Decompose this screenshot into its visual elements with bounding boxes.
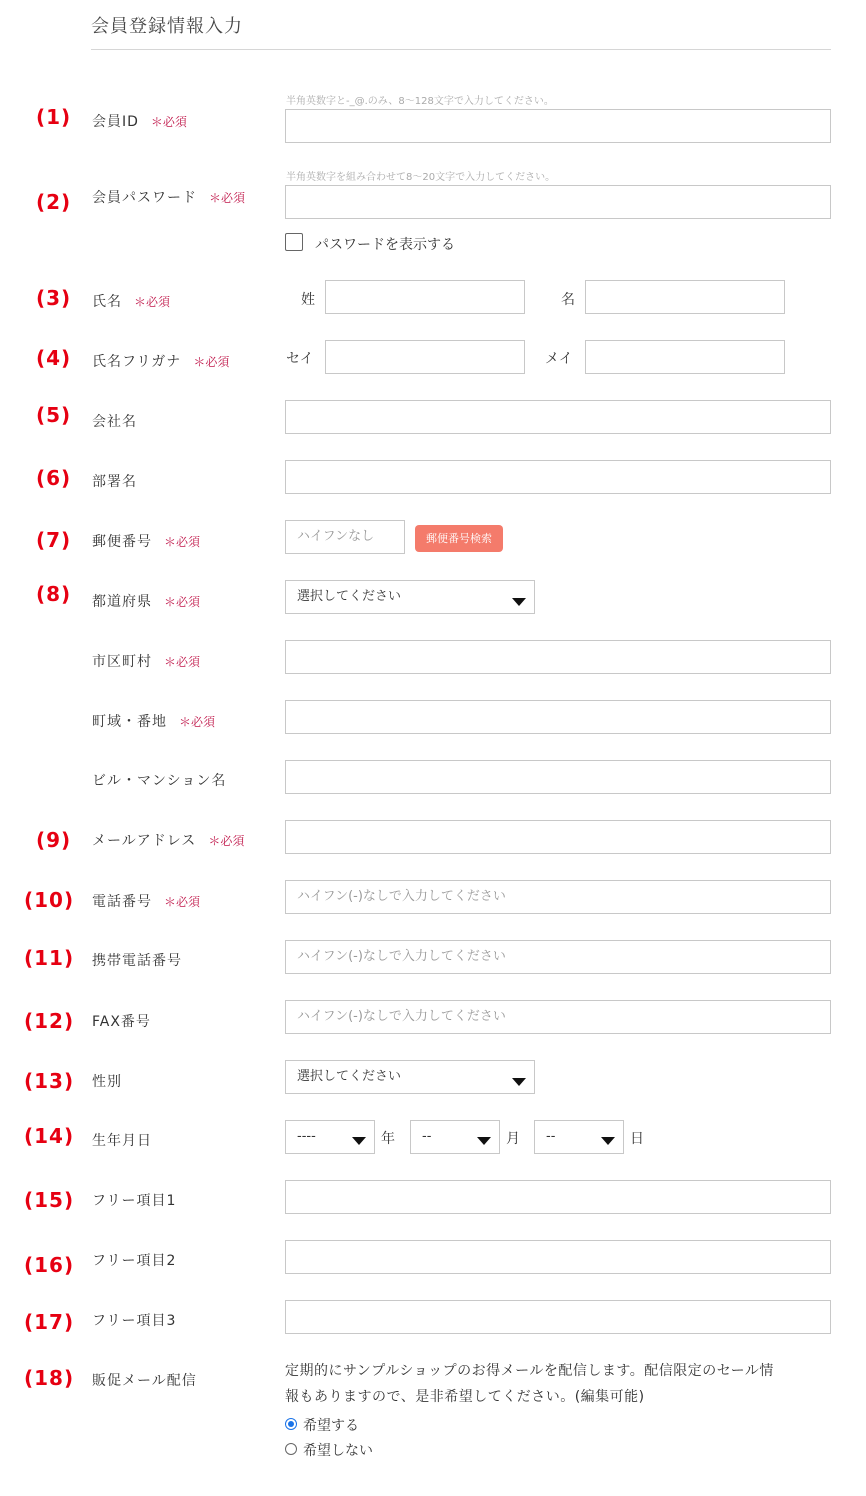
required-mark: ＊必須 [150,115,187,129]
last-kana-input[interactable] [325,340,525,374]
newsletter-no-radio[interactable] [285,1443,297,1455]
first-name-label: 名 [561,292,575,308]
building-label: ビル・マンション名 [92,773,227,789]
chevron-down-icon [512,1078,526,1086]
member-id-hint: 半角英数字と-_@.のみ、8〜128文字で入力してください。 [286,96,554,107]
department-input[interactable] [285,460,831,494]
field-number: (18) [24,1366,75,1390]
chevron-down-icon [477,1137,491,1145]
field-number: (14) [24,1124,75,1148]
show-password-checkbox[interactable] [285,233,303,251]
required-mark: ＊必須 [164,895,201,909]
required-mark: ＊必須 [164,655,201,669]
birth-day-select[interactable]: -- [534,1120,624,1154]
first-name-input[interactable] [585,280,785,314]
free1-label: フリー項目1 [92,1193,177,1209]
field-number: (5) [36,403,72,427]
first-kana-label: メイ [545,351,573,367]
chevron-down-icon [601,1137,615,1145]
required-mark: ＊必須 [208,834,245,848]
field-number: (9) [36,828,72,852]
newsletter-no-label: 希望しない [303,1443,373,1459]
day-unit: 日 [630,1131,644,1147]
free1-input[interactable] [285,1180,831,1214]
year-unit: 年 [381,1131,395,1147]
required-mark: ＊必須 [179,715,216,729]
free2-label: フリー項目2 [92,1253,177,1269]
required-mark: ＊必須 [164,595,201,609]
phone-input[interactable]: ハイフン(-)なしで入力してください [285,880,831,914]
field-number: (7) [36,528,72,552]
newsletter-yes-label: 希望する [303,1418,359,1434]
gender-select[interactable]: 選択してください [285,1060,535,1094]
email-input[interactable] [285,820,831,854]
free2-input[interactable] [285,1240,831,1274]
city-input[interactable] [285,640,831,674]
gender-label: 性別 [92,1074,122,1090]
postal-input[interactable]: ハイフンなし [285,520,405,554]
required-mark: ＊必須 [134,295,171,309]
member-id-label: 会員ID ＊必須 [92,114,187,130]
field-number: (15) [24,1188,75,1212]
kana-label: 氏名フリガナ ＊必須 [92,354,230,370]
field-number: (10) [24,888,75,912]
name-label: 氏名 ＊必須 [92,294,171,310]
newsletter-description: 定期的にサンプルショップのお得メールを配信します。配信限定のセール情 [285,1363,774,1379]
postal-search-button[interactable]: 郵便番号検索 [415,525,503,552]
birthday-label: 生年月日 [92,1133,152,1149]
field-number: (13) [24,1069,75,1093]
password-hint: 半角英数字を組み合わせて8〜20文字で入力してください。 [286,172,556,183]
postal-label: 郵便番号 ＊必須 [92,534,201,550]
newsletter-yes-radio[interactable] [285,1418,297,1430]
phone-label: 電話番号 ＊必須 [92,894,201,910]
show-password-label: パスワードを表示する [315,237,455,253]
required-mark: ＊必須 [193,355,230,369]
chevron-down-icon [512,598,526,606]
mobile-label: 携帯電話番号 [92,953,182,969]
member-id-input[interactable] [285,109,831,143]
month-unit: 月 [506,1131,520,1147]
city-label: 市区町村 ＊必須 [92,654,201,670]
street-input[interactable] [285,700,831,734]
field-number: (4) [36,346,72,370]
field-number: (17) [24,1310,75,1334]
building-input[interactable] [285,760,831,794]
newsletter-label: 販促メール配信 [92,1373,197,1389]
first-kana-input[interactable] [585,340,785,374]
field-number: (11) [24,946,75,970]
field-number: (2) [36,190,72,214]
birth-month-select[interactable]: -- [410,1120,500,1154]
prefecture-select[interactable]: 選択してください [285,580,535,614]
required-mark: ＊必須 [209,191,246,205]
prefecture-label: 都道府県 ＊必須 [92,594,201,610]
page-title: 会員登録情報入力 [91,16,243,37]
field-number: (1) [36,105,72,129]
field-number: (6) [36,466,72,490]
fax-label: FAX番号 [92,1014,151,1030]
mobile-input[interactable]: ハイフン(-)なしで入力してください [285,940,831,974]
street-label: 町域・番地 ＊必須 [92,714,216,730]
birth-year-select[interactable]: ---- [285,1120,375,1154]
newsletter-description: 報もありますので、是非希望してください。(編集可能) [285,1389,645,1405]
fax-input[interactable]: ハイフン(-)なしで入力してください [285,1000,831,1034]
company-label: 会社名 [92,414,137,430]
password-input[interactable] [285,185,831,219]
field-number: (12) [24,1009,75,1033]
email-label: メールアドレス ＊必須 [92,833,245,849]
required-mark: ＊必須 [164,535,201,549]
password-label: 会員パスワード ＊必須 [92,190,246,206]
last-name-input[interactable] [325,280,525,314]
department-label: 部署名 [92,474,137,490]
last-name-label: 姓 [301,292,315,308]
last-kana-label: セイ [286,351,314,367]
free3-label: フリー項目3 [92,1313,177,1329]
title-divider [91,49,831,50]
free3-input[interactable] [285,1300,831,1334]
company-input[interactable] [285,400,831,434]
field-number: (16) [24,1253,75,1277]
field-number: (8) [36,582,72,606]
chevron-down-icon [352,1137,366,1145]
field-number: (3) [36,286,72,310]
